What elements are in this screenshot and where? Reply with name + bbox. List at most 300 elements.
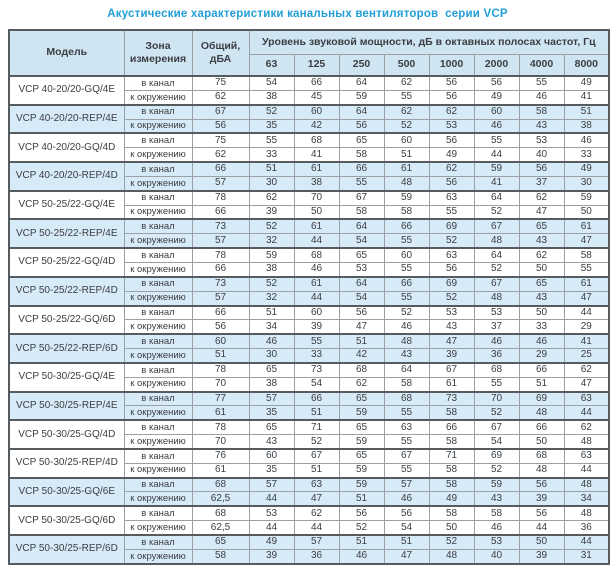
band-level-value: 50: [519, 435, 564, 449]
column-header-1000hz: 1000: [429, 55, 474, 77]
band-level-value: 48: [564, 478, 609, 492]
band-level-value: 67: [384, 449, 429, 463]
band-level-value: 62: [384, 105, 429, 119]
column-header-500hz: 500: [384, 55, 429, 77]
band-level-value: 71: [294, 420, 339, 434]
band-level-value: 38: [294, 176, 339, 190]
band-level-value: 73: [429, 392, 474, 406]
column-header-band-group: Уровень звуковой мощности, дБ в октавных полосах частот, Гц: [249, 30, 609, 55]
band-level-value: 42: [339, 349, 384, 363]
band-level-value: 68: [294, 133, 339, 147]
band-level-value: 43: [249, 435, 294, 449]
band-level-value: 46: [474, 119, 519, 133]
model-name: VCP 50-30/25-REP/6D: [9, 535, 124, 564]
band-level-value: 53: [249, 506, 294, 520]
band-level-value: 69: [519, 392, 564, 406]
band-level-value: 48: [519, 463, 564, 477]
measurement-zone-label: к окружению: [124, 176, 192, 190]
band-level-value: 51: [384, 148, 429, 162]
band-level-value: 68: [519, 449, 564, 463]
band-level-value: 53: [429, 119, 474, 133]
band-level-value: 48: [429, 549, 474, 563]
band-level-value: 47: [564, 377, 609, 391]
band-level-value: 62: [249, 191, 294, 205]
band-level-value: 69: [429, 219, 474, 233]
band-level-value: 65: [339, 392, 384, 406]
band-level-value: 65: [339, 248, 384, 262]
band-level-value: 69: [429, 277, 474, 291]
band-level-value: 51: [384, 535, 429, 549]
total-dba-value: 73: [192, 277, 249, 291]
band-level-value: 57: [384, 478, 429, 492]
model-name: VCP 50-25/22-REP/4E: [9, 219, 124, 248]
model-name: VCP 50-25/22-REP/6D: [9, 334, 124, 363]
band-level-value: 33: [564, 148, 609, 162]
band-level-value: 58: [429, 463, 474, 477]
total-dba-value: 66: [192, 162, 249, 176]
model-name: VCP 50-25/22-GQ/4E: [9, 191, 124, 220]
band-level-value: 61: [294, 219, 339, 233]
band-level-value: 46: [564, 133, 609, 147]
band-level-value: 55: [519, 76, 564, 90]
band-level-value: 55: [474, 377, 519, 391]
band-level-value: 63: [384, 420, 429, 434]
band-level-value: 40: [519, 148, 564, 162]
band-level-value: 65: [249, 420, 294, 434]
band-level-value: 62: [519, 191, 564, 205]
total-dba-value: 68: [192, 478, 249, 492]
band-level-value: 67: [339, 191, 384, 205]
band-level-value: 49: [249, 535, 294, 549]
band-level-value: 47: [339, 320, 384, 334]
table-row: [9, 449, 609, 463]
measurement-zone-label: к окружению: [124, 406, 192, 420]
band-level-value: 46: [249, 334, 294, 348]
measurement-zone-label: в канал: [124, 363, 192, 377]
band-level-value: 58: [564, 248, 609, 262]
band-level-value: 54: [339, 234, 384, 248]
band-level-value: 61: [294, 277, 339, 291]
band-level-value: 58: [339, 148, 384, 162]
band-level-value: 51: [249, 162, 294, 176]
measurement-zone-label: к окружению: [124, 435, 192, 449]
measurement-zone-label: в канал: [124, 277, 192, 291]
table-row: [9, 105, 609, 119]
band-level-value: 55: [339, 176, 384, 190]
model-name: VCP 50-25/22-GQ/6D: [9, 306, 124, 335]
measurement-zone-label: к окружению: [124, 349, 192, 363]
band-level-value: 59: [384, 191, 429, 205]
band-level-value: 45: [294, 90, 339, 104]
total-dba-value: 66: [192, 205, 249, 219]
band-level-value: 48: [474, 291, 519, 305]
measurement-zone-label: к окружению: [124, 320, 192, 334]
band-level-value: 50: [519, 535, 564, 549]
model-name: VCP 40-20/20-GQ/4E: [9, 76, 124, 105]
measurement-zone-label: к окружению: [124, 205, 192, 219]
band-level-value: 61: [384, 162, 429, 176]
measurement-zone-label: в канал: [124, 478, 192, 492]
band-level-value: 69: [474, 449, 519, 463]
measurement-zone-label: в канал: [124, 105, 192, 119]
band-level-value: 57: [294, 535, 339, 549]
band-level-value: 51: [519, 377, 564, 391]
band-level-value: 58: [429, 435, 474, 449]
band-level-value: 44: [564, 306, 609, 320]
band-level-value: 44: [249, 492, 294, 506]
band-level-value: 58: [429, 506, 474, 520]
column-header-zone: Зона измерения: [124, 30, 192, 76]
band-level-value: 53: [429, 306, 474, 320]
band-level-value: 62: [564, 420, 609, 434]
band-level-value: 62: [429, 162, 474, 176]
total-dba-value: 57: [192, 234, 249, 248]
band-level-value: 44: [564, 406, 609, 420]
band-level-value: 56: [429, 133, 474, 147]
band-level-value: 43: [384, 349, 429, 363]
total-dba-value: 58: [192, 549, 249, 563]
table-row: [9, 277, 609, 291]
band-level-value: 59: [339, 90, 384, 104]
band-level-value: 64: [474, 191, 519, 205]
band-level-value: 64: [339, 219, 384, 233]
band-level-value: 68: [474, 363, 519, 377]
band-level-value: 51: [294, 463, 339, 477]
band-level-value: 70: [474, 392, 519, 406]
model-name: VCP 50-30/25-GQ/6E: [9, 478, 124, 507]
band-level-value: 62: [519, 248, 564, 262]
band-level-value: 55: [564, 262, 609, 276]
band-level-value: 53: [474, 535, 519, 549]
band-level-value: 38: [249, 377, 294, 391]
measurement-zone-label: в канал: [124, 506, 192, 520]
band-level-value: 49: [429, 148, 474, 162]
total-dba-value: 62,5: [192, 492, 249, 506]
total-dba-value: 61: [192, 406, 249, 420]
band-level-value: 55: [384, 291, 429, 305]
band-level-value: 60: [249, 449, 294, 463]
band-level-value: 56: [474, 76, 519, 90]
band-level-value: 59: [474, 478, 519, 492]
band-level-value: 64: [339, 277, 384, 291]
band-level-value: 56: [429, 176, 474, 190]
band-level-value: 39: [249, 205, 294, 219]
band-level-value: 66: [519, 363, 564, 377]
band-level-value: 47: [564, 234, 609, 248]
band-level-value: 59: [339, 435, 384, 449]
band-level-value: 33: [294, 349, 339, 363]
model-name: VCP 40-20/20-GQ/4D: [9, 133, 124, 162]
band-level-value: 50: [519, 262, 564, 276]
band-level-value: 44: [294, 291, 339, 305]
model-name: VCP 50-25/22-REP/4D: [9, 277, 124, 306]
measurement-zone-label: к окружению: [124, 492, 192, 506]
band-level-value: 42: [294, 119, 339, 133]
band-level-value: 63: [564, 392, 609, 406]
band-level-value: 52: [429, 234, 474, 248]
band-level-value: 63: [429, 191, 474, 205]
column-header-63hz: 63: [249, 55, 294, 77]
band-level-value: 53: [519, 133, 564, 147]
band-level-value: 56: [519, 478, 564, 492]
total-dba-value: 70: [192, 435, 249, 449]
table-row: [9, 162, 609, 176]
band-level-value: 48: [384, 334, 429, 348]
band-level-value: 57: [249, 478, 294, 492]
page-title: Акустические характеристики канальных вентиляторов серии VCP: [107, 8, 508, 20]
band-level-value: 54: [474, 435, 519, 449]
column-header-model: Модель: [9, 30, 124, 76]
band-level-value: 46: [474, 521, 519, 535]
band-level-value: 54: [249, 76, 294, 90]
band-level-value: 71: [429, 449, 474, 463]
band-level-value: 63: [429, 248, 474, 262]
band-level-value: 46: [519, 90, 564, 104]
band-level-value: 58: [474, 506, 519, 520]
band-level-value: 38: [249, 90, 294, 104]
band-level-value: 50: [429, 521, 474, 535]
band-level-value: 52: [249, 277, 294, 291]
band-level-value: 66: [384, 219, 429, 233]
band-level-value: 56: [429, 76, 474, 90]
measurement-zone-label: к окружению: [124, 262, 192, 276]
band-level-value: 58: [384, 205, 429, 219]
band-level-value: 54: [294, 377, 339, 391]
band-level-value: 65: [249, 363, 294, 377]
band-level-value: 48: [564, 435, 609, 449]
measurement-zone-label: в канал: [124, 133, 192, 147]
column-header-4000hz: 4000: [519, 55, 564, 77]
table-row: [9, 133, 609, 147]
band-level-value: 53: [339, 262, 384, 276]
table-row: [9, 363, 609, 377]
band-level-value: 46: [474, 334, 519, 348]
table-header: [9, 30, 609, 76]
band-level-value: 65: [339, 449, 384, 463]
total-dba-value: 66: [192, 262, 249, 276]
band-level-value: 59: [339, 463, 384, 477]
band-level-value: 30: [249, 176, 294, 190]
band-level-value: 59: [249, 248, 294, 262]
band-level-value: 51: [249, 306, 294, 320]
band-level-value: 38: [564, 119, 609, 133]
total-dba-value: 70: [192, 377, 249, 391]
band-level-value: 44: [249, 521, 294, 535]
band-level-value: 56: [384, 506, 429, 520]
model-name: VCP 40-20/20-REP/4E: [9, 105, 124, 134]
band-level-value: 60: [384, 133, 429, 147]
band-level-value: 55: [429, 205, 474, 219]
table-row: [9, 219, 609, 233]
measurement-zone-label: к окружению: [124, 521, 192, 535]
total-dba-value: 57: [192, 176, 249, 190]
band-level-value: 49: [474, 90, 519, 104]
band-level-value: 47: [384, 549, 429, 563]
band-level-value: 73: [294, 363, 339, 377]
band-level-value: 58: [429, 478, 474, 492]
measurement-zone-label: к окружению: [124, 90, 192, 104]
table-row: [9, 76, 609, 90]
band-level-value: 52: [339, 521, 384, 535]
band-level-value: 67: [474, 420, 519, 434]
band-level-value: 60: [294, 105, 339, 119]
band-level-value: 36: [564, 521, 609, 535]
total-dba-value: 75: [192, 76, 249, 90]
column-header-8000hz: 8000: [564, 55, 609, 77]
band-level-value: 52: [294, 435, 339, 449]
band-level-value: 64: [474, 248, 519, 262]
band-level-value: 68: [294, 248, 339, 262]
total-dba-value: 78: [192, 420, 249, 434]
total-dba-value: 78: [192, 248, 249, 262]
table-row: [9, 191, 609, 205]
measurement-zone-label: в канал: [124, 334, 192, 348]
band-level-value: 66: [519, 420, 564, 434]
band-level-value: 62: [294, 506, 339, 520]
measurement-zone-label: в канал: [124, 306, 192, 320]
total-dba-value: 56: [192, 320, 249, 334]
measurement-zone-label: в канал: [124, 420, 192, 434]
band-level-value: 48: [474, 234, 519, 248]
table-row: [9, 535, 609, 549]
model-name: VCP 50-30/25-REP/4D: [9, 449, 124, 478]
band-level-value: 64: [339, 105, 384, 119]
band-level-value: 50: [294, 205, 339, 219]
band-level-value: 39: [519, 549, 564, 563]
model-name: VCP 50-30/25-GQ/6D: [9, 506, 124, 535]
band-level-value: 52: [249, 105, 294, 119]
band-level-value: 56: [519, 162, 564, 176]
band-level-value: 66: [384, 277, 429, 291]
band-level-value: 51: [294, 406, 339, 420]
band-level-value: 64: [339, 76, 384, 90]
band-level-value: 47: [564, 291, 609, 305]
total-dba-value: 67: [192, 105, 249, 119]
measurement-zone-label: к окружению: [124, 148, 192, 162]
measurement-zone-label: в канал: [124, 392, 192, 406]
band-level-value: 44: [294, 234, 339, 248]
measurement-zone-label: к окружению: [124, 549, 192, 563]
band-level-value: 60: [294, 306, 339, 320]
band-level-value: 67: [294, 449, 339, 463]
measurement-zone-label: к окружению: [124, 234, 192, 248]
measurement-zone-label: в канал: [124, 191, 192, 205]
band-level-value: 65: [339, 420, 384, 434]
band-level-value: 44: [564, 535, 609, 549]
band-level-value: 51: [339, 334, 384, 348]
band-level-value: 55: [384, 406, 429, 420]
band-level-value: 55: [384, 463, 429, 477]
band-level-value: 58: [519, 105, 564, 119]
band-level-value: 47: [429, 334, 474, 348]
band-level-value: 63: [294, 478, 339, 492]
band-level-value: 55: [384, 234, 429, 248]
band-level-value: 63: [564, 449, 609, 463]
band-level-value: 51: [564, 105, 609, 119]
band-level-value: 60: [474, 105, 519, 119]
measurement-zone-label: в канал: [124, 76, 192, 90]
model-name: VCP 40-20/20-REP/4D: [9, 162, 124, 191]
band-level-value: 65: [339, 133, 384, 147]
band-level-value: 58: [384, 377, 429, 391]
band-level-value: 33: [519, 320, 564, 334]
band-level-value: 30: [564, 176, 609, 190]
band-level-value: 48: [564, 506, 609, 520]
band-level-value: 48: [519, 406, 564, 420]
band-level-value: 39: [249, 549, 294, 563]
band-level-value: 66: [429, 420, 474, 434]
band-level-value: 64: [384, 363, 429, 377]
band-level-value: 59: [564, 191, 609, 205]
band-level-value: 32: [249, 234, 294, 248]
band-level-value: 67: [429, 363, 474, 377]
measurement-zone-label: в канал: [124, 449, 192, 463]
band-level-value: 56: [429, 262, 474, 276]
band-level-value: 51: [339, 492, 384, 506]
table-row: [9, 306, 609, 320]
band-level-value: 46: [294, 262, 339, 276]
band-level-value: 67: [474, 277, 519, 291]
band-level-value: 36: [294, 549, 339, 563]
band-level-value: 25: [564, 349, 609, 363]
band-level-value: 41: [474, 176, 519, 190]
band-level-value: 46: [519, 334, 564, 348]
band-level-value: 49: [429, 492, 474, 506]
band-level-value: 61: [564, 277, 609, 291]
band-level-value: 30: [249, 349, 294, 363]
table-row: [9, 248, 609, 262]
band-level-value: 56: [339, 506, 384, 520]
band-level-value: 60: [384, 248, 429, 262]
acoustic-characteristics-table: [8, 29, 610, 565]
total-dba-value: 66: [192, 306, 249, 320]
total-dba-value: 61: [192, 463, 249, 477]
band-level-value: 59: [339, 406, 384, 420]
band-level-value: 53: [474, 306, 519, 320]
band-level-value: 35: [249, 463, 294, 477]
band-level-value: 46: [384, 492, 429, 506]
measurement-zone-label: к окружению: [124, 291, 192, 305]
measurement-zone-label: к окружению: [124, 119, 192, 133]
band-level-value: 52: [384, 119, 429, 133]
band-level-value: 46: [384, 320, 429, 334]
band-level-value: 41: [564, 334, 609, 348]
table-row: [9, 334, 609, 348]
total-dba-value: 51: [192, 349, 249, 363]
band-level-value: 66: [294, 76, 339, 90]
band-level-value: 47: [294, 492, 339, 506]
band-level-value: 52: [474, 262, 519, 276]
band-level-value: 66: [339, 162, 384, 176]
table-body: [9, 76, 609, 564]
band-level-value: 59: [474, 162, 519, 176]
column-header-2000hz: 2000: [474, 55, 519, 77]
band-level-value: 40: [474, 549, 519, 563]
band-level-value: 52: [384, 306, 429, 320]
band-level-value: 35: [249, 406, 294, 420]
band-level-value: 52: [474, 205, 519, 219]
band-level-value: 52: [249, 219, 294, 233]
band-level-value: 52: [474, 406, 519, 420]
band-level-value: 58: [429, 406, 474, 420]
band-level-value: 68: [339, 363, 384, 377]
band-level-value: 35: [249, 119, 294, 133]
band-level-value: 39: [294, 320, 339, 334]
band-level-value: 61: [294, 162, 339, 176]
table-row: [9, 478, 609, 492]
band-level-value: 68: [384, 392, 429, 406]
total-dba-value: 56: [192, 119, 249, 133]
